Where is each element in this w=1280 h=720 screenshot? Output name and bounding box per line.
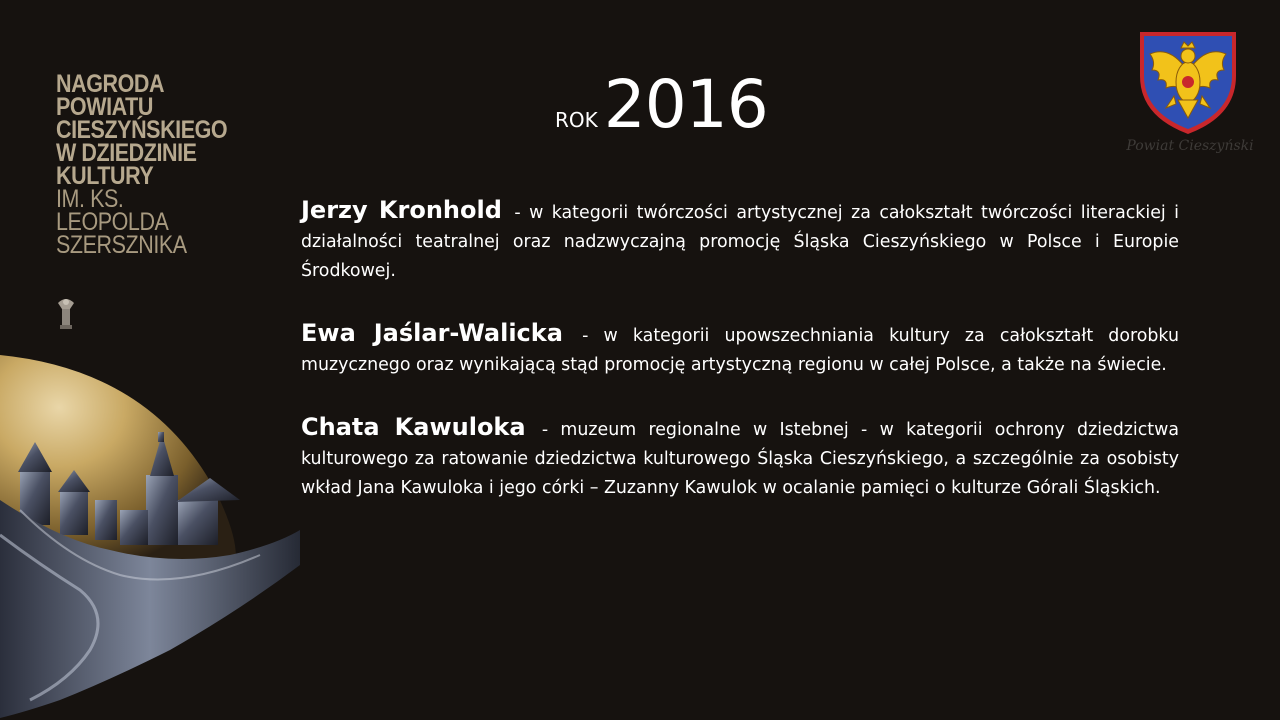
award-title-line: IM. KS. [56,185,124,213]
award-title [56,70,296,259]
heading-rok: ROK [555,108,598,132]
awardee-description: - w kategorii twórczości artystycznej za całokształt twórczości literackiej i działalności teatralnej oraz nadzwyczajną promocję Śląska Cieszyńskiego w Polsce i Europie Środkowej. [301,203,1180,281]
awardee-description: - muzeum regionalne w Istebnej - w kategorii ochrony dziedzictwa kulturowego za ratowanie dziedzictwa kulturowego Śląska Cieszyńskiego, a szczególnie za osobisty wkład Jana Kawuloka i jego córki – Zuzanny Kawulok w ocalanie pamięci o kulturze Górali Śląskich. [301,420,1179,498]
awardee-name: Chata Kawuloka [301,413,526,441]
award-title-line: W DZIEDZINIE [56,139,197,167]
awardee-description: - w kategorii upowszechniania kultury za całokształt dorobku muzycznego oraz wynikającą stąd promocję artystyczną regionu w całej Polsce, a także na świecie. [301,326,1179,375]
awardee-name: Jerzy Kronhold [301,196,502,224]
award-title-line: CIESZYŃSKIEGO [56,116,228,144]
awardee-entry [301,319,1179,380]
award-title-line: SZERSZNIKA [56,231,187,259]
award-title-line: POWIATU [56,93,153,121]
awardee-name: Ewa Jaślar-Walicka [301,319,563,347]
heading-year: 2016 [603,66,768,143]
coat-of-arms-icon [1132,26,1244,138]
award-title-line: NAGRODA [56,70,165,98]
sculpture-image [0,350,300,720]
statue-icon [56,297,76,329]
awardees-list [301,196,1179,536]
page-title [555,66,768,143]
award-title-line: KULTURY [56,162,154,190]
awardee-entry [301,413,1179,503]
awardee-entry [301,196,1179,286]
award-title-line: LEOPOLDA [56,208,169,236]
crest-caption: Powiat Cieszyński [1126,138,1254,154]
